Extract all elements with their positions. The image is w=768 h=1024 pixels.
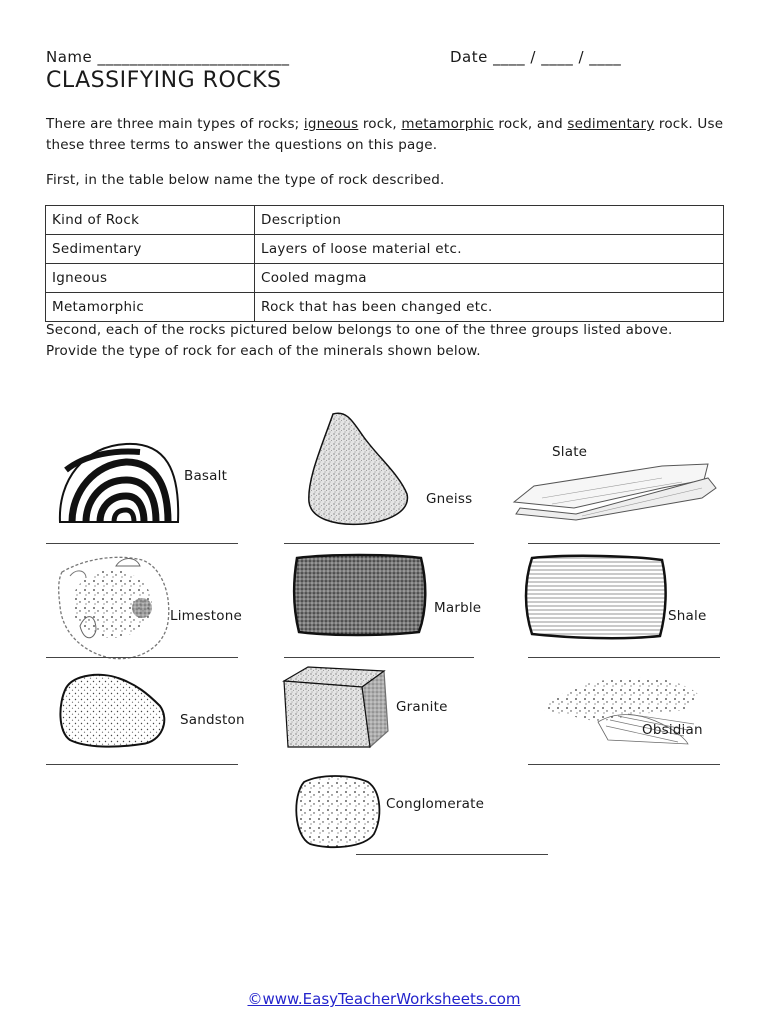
answer-blank[interactable] xyxy=(528,543,720,544)
name-field-label: Name ________________________ xyxy=(46,48,290,66)
term-sedimentary: sedimentary xyxy=(567,116,655,132)
first-instruction: First, in the table below name the type of rock described. xyxy=(46,172,445,188)
second-instruction: Second, each of the rocks pictured below belongs to one of the three groups listed above. Provide the type of rock for each of the minerals shown below. xyxy=(46,322,673,359)
answer-blank[interactable] xyxy=(284,543,474,544)
rock-type-table xyxy=(45,205,724,322)
table-cell: Cooled magma xyxy=(255,264,724,293)
table-cell[interactable]: Metamorphic xyxy=(46,293,255,322)
table-header-row xyxy=(46,206,724,235)
rock-label-basalt: Basalt xyxy=(184,468,228,484)
answer-blank[interactable] xyxy=(46,543,238,544)
intro-paragraph: There are three main types of rocks; igneous rock, metamorphic rock, and sedimentary rock. Use these three terms to answer the questions on this page. xyxy=(46,116,724,153)
table-header-cell: Description xyxy=(255,206,724,235)
rock-label-obsidian: Obsidian xyxy=(642,722,703,738)
answer-blank[interactable] xyxy=(356,854,548,855)
page-title: CLASSIFYING ROCKS xyxy=(46,68,282,93)
footer-link[interactable]: ©www.EasyTeacherWorksheets.com xyxy=(247,990,521,1008)
table-cell: Layers of loose material etc. xyxy=(255,235,724,264)
table-cell[interactable]: Sedimentary xyxy=(46,235,255,264)
date-field-label: Date ____ / ____ / ____ xyxy=(450,48,622,66)
conglomerate-illustration xyxy=(290,772,384,852)
table-cell[interactable]: Igneous xyxy=(46,264,255,293)
rock-label-slate: Slate xyxy=(552,444,588,460)
answer-blank[interactable] xyxy=(284,657,474,658)
rock-label-sandstone: Sandston xyxy=(180,712,245,728)
rock-label-granite: Granite xyxy=(396,699,448,715)
slate-illustration xyxy=(512,458,720,522)
shale-illustration xyxy=(522,552,670,642)
rock-label-gneiss: Gneiss xyxy=(426,491,473,507)
answer-blank[interactable] xyxy=(528,657,720,658)
answer-blank[interactable] xyxy=(46,657,238,658)
term-igneous: igneous xyxy=(303,116,359,132)
answer-blank[interactable] xyxy=(46,764,238,765)
basalt-illustration xyxy=(56,440,184,526)
table-row xyxy=(46,235,724,264)
limestone-illustration xyxy=(56,552,174,664)
table-row xyxy=(46,264,724,293)
rock-label-shale: Shale xyxy=(668,608,707,624)
granite-illustration xyxy=(280,663,392,753)
rock-label-conglomerate: Conglomerate xyxy=(386,796,485,812)
gneiss-illustration xyxy=(303,408,413,528)
marble-illustration xyxy=(289,552,429,638)
answer-blank[interactable] xyxy=(528,764,720,765)
rock-label-limestone: Limestone xyxy=(170,608,242,624)
rock-label-marble: Marble xyxy=(434,600,482,616)
footer xyxy=(0,990,768,1008)
table-row xyxy=(46,293,724,322)
sandstone-illustration xyxy=(56,668,170,750)
term-metamorphic: metamorphic xyxy=(401,116,494,132)
table-header-cell: Kind of Rock xyxy=(46,206,255,235)
table-cell: Rock that has been changed etc. xyxy=(255,293,724,322)
